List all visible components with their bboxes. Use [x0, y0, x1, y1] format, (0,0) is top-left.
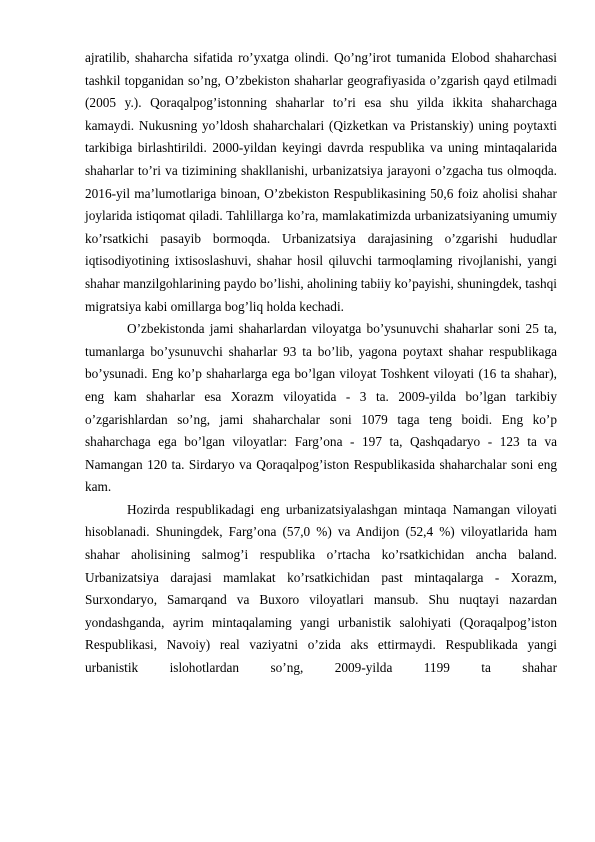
paragraph-3: Hozirda respublikadagi eng urbanizatsiyalashgan mintaqa Namangan viloyati hisoblanadi. Shuningdek, Farg’ona (57,0 %) va Andijon (52,4 %) viloyatlarida ham shahar aholisining salmog’i respublika o’rtacha ko’rsatkichidan ancha baland. Urbanizatsiya darajasi mamlakat ko’rsatkichidan past mintaqalarga - Xorazm, Surxondaryo, Samarqand va Buxoro viloyatlari mansub. Shu nuqtayi nazardan yondashganda, ayrim mintaqalaming yangi urbanistik salohiyati (Qoraqalpog’iston Respublikasi, Navoiy) real vaziyatni o’zida aks ettirmaydi. Respublikada yangi urbanistik islohotlardan so’ng, 2009-yilda 1199 ta shahar	[85, 501, 557, 676]
paragraph-1: ajratilib, shaharcha sifatida ro’yxatga olindi. Qo’ng’irot tumanida Elobod shaharchasi tashkil topganidan so’ng, O’zbekiston shaharlar geografiyasida o’zgarish qayd etilmadi (2005 y.). Qoraqalpog’istonning shaharlar to’ri esa shu yilda ikkita shaharchaga kamaydi. Nukusning yo’ldosh shaharchalari (Qizketkan va Pristanskiy) uning poytaxti tarkibiga birlashtirildi. 2000-yildan keyingi davrda respublika va uning mintaqalarida shaharlar to’ri va tizimining shakllanishi, urbanizatsiya jarayoni o’zgacha tus olmoqda. 2016-yil ma’lumotlariga binoan, O’zbekiston Respublikasining 50,6 foiz aholisi shahar joylarida istiqomat qiladi. Tahlillarga ko’ra, mamlakatimizda urbanizatsiyaning umumiy ko’rsatkichi pasayib bormoqda. Urbanizatsiya darajasining o’zgarishi hududlar iqtisodiyotining ixtisoslashuvi, shahar hosil qiluvchi tarmoqlaming rivojlanishi, yangi shahar manzilgohlarining paydo bo’lishi, aholining tabiiy ko’payishi, shuningdek, tashqi migratsiya kabi omillarga bog’liq holda kechadi.	[85, 50, 557, 314]
document-page	[85, 47, 557, 680]
paragraph-2: O’zbekistonda jami shaharlardan viloyatga bo’ysunuvchi shaharlar soni 25 ta, tumanlarga bo’ysunuvchi shaharlar 93 ta bo’lib, yagona poytaxt shahar respublikaga bo’ysunadi. Eng ko’p shaharlarga ega bo’lgan viloyat Toshkent viloyati (16 ta shahar), eng kam shaharlar esa Xorazm viloyatida - 3 ta. 2009-yilda bo’lgan tarkibiy o’zgarishlardan so’ng, jami shaharchalar soni 1079 taga teng boidi. Eng ko’p shaharchaga ega bo’lgan viloyatlar: Farg’ona - 197 ta, Qashqadaryo - 123 ta va Namangan 120 ta. Sirdaryo va Qoraqalpog’iston Respublikasida shaharchalar soni eng kam.	[85, 321, 557, 495]
